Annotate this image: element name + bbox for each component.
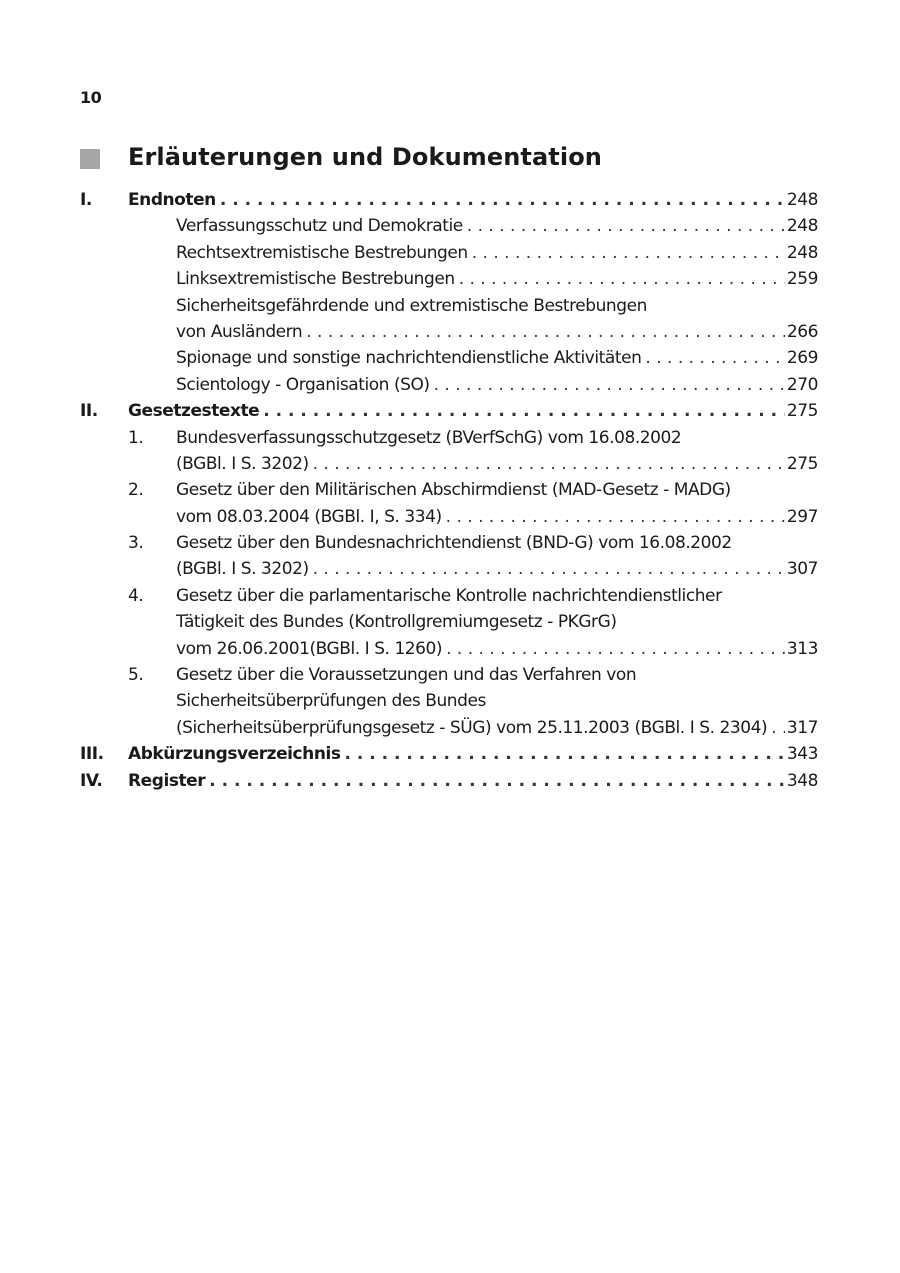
section-title: Gesetzestexte bbox=[128, 401, 260, 422]
item-title: Verfassungsschutz und Demokratie bbox=[176, 216, 463, 237]
item-title: von Ausländern bbox=[176, 321, 303, 342]
item-title: Linksextremistische Bestrebungen bbox=[176, 269, 455, 290]
toc-item[interactable] bbox=[80, 636, 818, 662]
toc-entry bbox=[128, 741, 818, 767]
item-title-line1: Gesetz über den Bundesnachrichtendienst (BND-G) vom 16.08.2002 bbox=[176, 533, 732, 554]
item-title-line1: Gesetz über die parlamentarische Kontrolle nachrichtendienstlicher bbox=[176, 585, 722, 606]
toc-entry bbox=[176, 451, 818, 477]
item-title: (BGBl. I S. 3202) bbox=[176, 559, 309, 580]
leader-dots bbox=[459, 266, 785, 292]
item-number: 4. bbox=[128, 585, 144, 606]
toc-item[interactable] bbox=[80, 556, 818, 582]
page-ref: 313 bbox=[786, 638, 818, 659]
leader-dots bbox=[263, 398, 785, 424]
item-number: 1. bbox=[128, 427, 144, 448]
section-number: III. bbox=[80, 744, 104, 765]
page-ref: 307 bbox=[786, 559, 818, 580]
toc-entry bbox=[128, 768, 818, 794]
leader-dots bbox=[771, 715, 785, 741]
toc-item[interactable] bbox=[80, 319, 818, 345]
page-ref: 266 bbox=[786, 321, 818, 342]
page-number: 10 bbox=[80, 88, 102, 107]
toc-entry bbox=[128, 398, 818, 424]
page-ref: 259 bbox=[786, 269, 818, 290]
toc-item-continued[interactable] bbox=[80, 662, 818, 688]
item-title: Spionage und sonstige nachrichtendienstliche Aktivitäten bbox=[176, 348, 642, 369]
leader-dots bbox=[345, 741, 785, 767]
page-ref: 248 bbox=[786, 190, 818, 210]
toc-item[interactable] bbox=[80, 451, 818, 477]
toc-item-continued[interactable] bbox=[80, 530, 818, 556]
item-number: 3. bbox=[128, 533, 144, 554]
section-title: Abkürzungsverzeichnis bbox=[128, 744, 341, 765]
item-title: Rechtsextremistische Bestrebungen bbox=[176, 242, 468, 263]
leader-dots bbox=[313, 556, 785, 582]
toc-item[interactable] bbox=[80, 715, 818, 741]
section-title: Endnoten bbox=[128, 190, 216, 210]
toc-section-endnoten[interactable] bbox=[80, 187, 818, 213]
page-ref: 275 bbox=[786, 401, 818, 422]
page-ref: 248 bbox=[786, 216, 818, 237]
page-ref: 270 bbox=[786, 374, 818, 395]
page-ref: 248 bbox=[786, 242, 818, 263]
toc-entry bbox=[176, 636, 818, 662]
page-ref: 269 bbox=[786, 348, 818, 369]
section-number: I. bbox=[80, 190, 92, 210]
toc-item-continued[interactable] bbox=[80, 688, 818, 714]
item-title: vom 26.06.2001(BGBl. I S. 1260) bbox=[176, 638, 443, 659]
item-title: (Sicherheitsüberprüfungsgesetz - SÜG) vom 25.11.2003 (BGBl. I S. 2304) bbox=[176, 717, 768, 738]
page-ref: 275 bbox=[786, 453, 818, 474]
section-number: II. bbox=[80, 401, 98, 422]
leader-dots bbox=[220, 187, 785, 213]
section-title: Register bbox=[128, 770, 206, 791]
toc-section-gesetzestexte[interactable] bbox=[80, 398, 818, 424]
toc-section-abkuerzungsverzeichnis[interactable] bbox=[80, 741, 818, 767]
toc-item[interactable] bbox=[80, 345, 818, 371]
item-title-line1: Gesetz über den Militärischen Abschirmdienst (MAD-Gesetz - MADG) bbox=[176, 480, 731, 501]
item-title-line1: Bundesverfassungsschutzgesetz (BVerfSchG) vom 16.08.2002 bbox=[176, 427, 682, 448]
item-title: (BGBl. I S. 3202) bbox=[176, 453, 309, 474]
heading-title: Erläuterungen und Dokumentation bbox=[128, 143, 602, 171]
section-number: IV. bbox=[80, 770, 103, 791]
toc-item-continued[interactable] bbox=[80, 477, 818, 503]
item-title-line1: Sicherheitsgefährdende und extremistische Bestrebungen bbox=[176, 295, 647, 316]
toc-entry bbox=[176, 372, 818, 398]
leader-dots bbox=[306, 319, 785, 345]
item-title-line2: Sicherheitsüberprüfungen des Bundes bbox=[176, 691, 486, 712]
toc-entry bbox=[176, 266, 818, 292]
toc-entry bbox=[176, 715, 818, 741]
toc-item[interactable] bbox=[80, 266, 818, 292]
toc-entry bbox=[176, 213, 818, 239]
toc-item[interactable] bbox=[80, 504, 818, 530]
toc-item-continued[interactable] bbox=[80, 609, 818, 635]
leader-dots bbox=[313, 451, 785, 477]
heading-marker-square bbox=[80, 149, 100, 169]
leader-dots bbox=[645, 345, 784, 371]
table-of-contents bbox=[80, 187, 818, 794]
toc-item-continued[interactable] bbox=[80, 583, 818, 609]
leader-dots bbox=[209, 768, 785, 794]
toc-item[interactable] bbox=[80, 240, 818, 266]
leader-dots bbox=[434, 372, 785, 398]
page-ref: 297 bbox=[786, 506, 818, 527]
item-title: vom 08.03.2004 (BGBl. I, S. 334) bbox=[176, 506, 442, 527]
item-number: 5. bbox=[128, 665, 144, 686]
item-number: 2. bbox=[128, 480, 144, 501]
page-ref: 343 bbox=[786, 744, 818, 765]
toc-entry bbox=[176, 240, 818, 266]
leader-dots bbox=[446, 636, 785, 662]
toc-section-register[interactable] bbox=[80, 768, 818, 794]
leader-dots bbox=[467, 213, 785, 239]
toc-entry bbox=[176, 345, 818, 371]
item-title-line1: Gesetz über die Voraussetzungen und das Verfahren von bbox=[176, 665, 637, 686]
toc-item-continued[interactable] bbox=[80, 425, 818, 451]
toc-item-continued[interactable] bbox=[80, 293, 818, 319]
page-ref: 317 bbox=[786, 717, 818, 738]
toc-entry bbox=[128, 187, 818, 213]
leader-dots bbox=[472, 240, 785, 266]
toc-item[interactable] bbox=[80, 213, 818, 239]
page-ref: 348 bbox=[786, 770, 818, 791]
leader-dots bbox=[446, 504, 785, 530]
section-heading bbox=[80, 143, 820, 177]
toc-entry bbox=[176, 556, 818, 582]
toc-entry bbox=[176, 319, 818, 345]
item-title: Scientology - Organisation (SO) bbox=[176, 374, 430, 395]
toc-entry bbox=[176, 504, 818, 530]
toc-item[interactable] bbox=[80, 372, 818, 398]
item-title-line2: Tätigkeit des Bundes (Kontrollgremiumgesetz - PKGrG) bbox=[176, 612, 617, 633]
